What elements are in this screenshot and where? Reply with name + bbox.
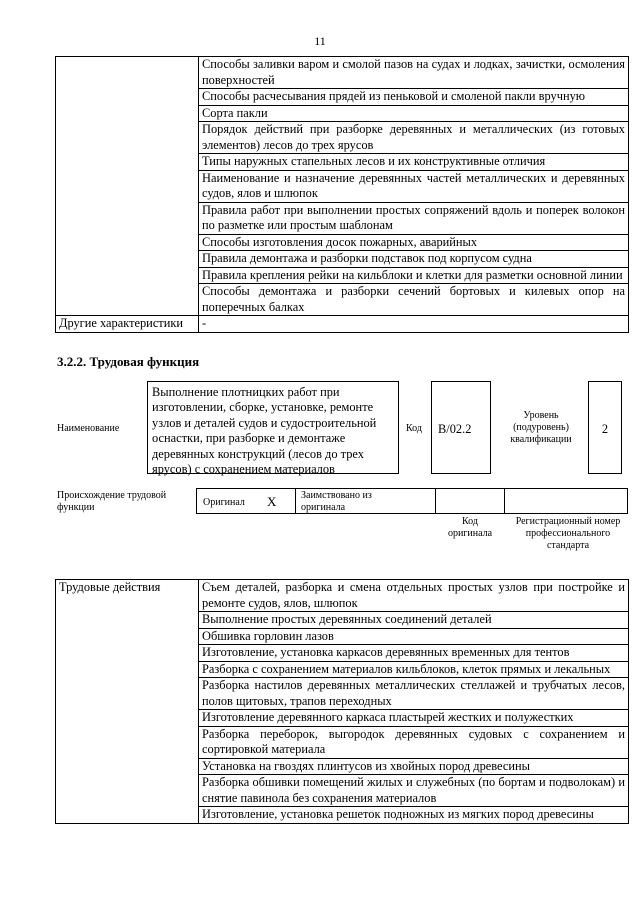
action-item: Разборка с сохранением материалов кильблоков, клеток прямых и лекальных bbox=[199, 661, 629, 678]
name-label: Наименование bbox=[57, 423, 120, 434]
origin-code-cell bbox=[435, 488, 505, 514]
knowledge-item: Способы расчесывания прядей из пеньковой и смоленой пакли вручную bbox=[199, 89, 629, 106]
table-row bbox=[56, 580, 629, 612]
code-label: Код bbox=[406, 423, 422, 434]
original-mark: X bbox=[267, 494, 277, 509]
function-name-value: Выполнение плотницких работ при изготовлении, сборке, установке, ремонте узлов и деталей судов и судостроительной оснастки, при разборке и демонтаже деревянных конструкций (лесов до трех ярусов) с сохранением материалов bbox=[152, 385, 377, 477]
origin-label: Происхождение трудовой функции bbox=[57, 490, 167, 513]
level-value: 2 bbox=[601, 422, 609, 436]
action-item: Выполнение простых деревянных соединений деталей bbox=[199, 612, 629, 629]
knowledge-item: Способы изготовления досок пожарных, аварийных bbox=[199, 234, 629, 251]
origin-reg-cell bbox=[504, 488, 628, 514]
level-label: Уровень (подуровень) квалификации bbox=[510, 410, 572, 445]
action-item: Изготовление, установка каркасов деревянных временных для тентов bbox=[199, 645, 629, 662]
function-code-box bbox=[431, 381, 491, 474]
code-original-caption: Код оригинала bbox=[447, 516, 493, 539]
knowledge-item: Правила крепления рейки на кильблоки и клетки для разметки основной линии bbox=[199, 267, 629, 284]
borrowed-label: Заимствовано из оригинала bbox=[301, 490, 372, 513]
action-item: Изготовление, установка решеток подножных из мягких пород древесины bbox=[199, 807, 629, 824]
knowledge-item: Правила демонтажа и разборки подставок под корпусом судна bbox=[199, 251, 629, 268]
action-item: Съем деталей, разборка и смена отдельных простых узлов при постройке и ремонте судов, ялов, шлюпок bbox=[199, 580, 629, 612]
page-number: 11 bbox=[314, 34, 326, 48]
origin-original-cell bbox=[196, 488, 296, 514]
action-item: Изготовление деревянного каркаса пластырей жестких и полужестких bbox=[199, 710, 629, 727]
section-title: 3.2.2. Трудовая функция bbox=[57, 354, 200, 369]
knowledge-item: Правила работ при выполнении простых сопряжений вдоль и поперек волокон по разметке или простым шаблонам bbox=[199, 202, 629, 234]
labour-actions-label: Трудовые действия bbox=[56, 580, 199, 824]
action-item: Разборка переборок, выгородок деревянных судовых с сохранением и сортировкой материала bbox=[199, 726, 629, 758]
knowledge-item: Порядок действий при разборке деревянных и металлических (из готовых элементов) лесов до трех ярусов bbox=[199, 122, 629, 154]
knowledge-item: Способы демонтажа и разборки сечений бортовых и килевых опор на поперечных балках bbox=[199, 284, 629, 316]
table-row bbox=[56, 316, 629, 333]
knowledge-item: Сорта пакли bbox=[199, 105, 629, 122]
other-characteristics-label: Другие характеристики bbox=[56, 316, 199, 333]
action-item: Разборка обшивки помещений жилых и служебных (по бортам и подволокам) и снятие павинола без сохранения материалов bbox=[199, 775, 629, 807]
table-row bbox=[56, 57, 629, 89]
knowledge-item: Типы наружных стапельных лесов и их конструктивные отличия bbox=[199, 154, 629, 171]
knowledge-table bbox=[55, 56, 629, 333]
original-label: Оригинал bbox=[203, 497, 245, 508]
other-characteristics-value: - bbox=[199, 316, 629, 333]
knowledge-item: Наименование и назначение деревянных частей металлических и деревянных судов, ялов и шлюпок bbox=[199, 170, 629, 202]
action-item: Установка на гвоздях плинтусов из хвойных пород древесины bbox=[199, 758, 629, 775]
function-name-box bbox=[147, 381, 399, 477]
function-code-value: B/02.2 bbox=[438, 422, 472, 436]
reg-number-caption: Регистрационный номер профессионального стандарта bbox=[515, 516, 621, 551]
level-box bbox=[588, 381, 622, 474]
labour-actions-table bbox=[55, 579, 629, 824]
knowledge-label-cell bbox=[56, 57, 199, 316]
action-item: Обшивка горловин лазов bbox=[199, 628, 629, 645]
origin-borrowed-cell bbox=[295, 488, 436, 514]
knowledge-item: Способы заливки варом и смолой пазов на судах и лодках, зачистки, осмоления поверхностей bbox=[199, 57, 629, 89]
action-item: Разборка настилов деревянных металлических стеллажей и трубчатых лесов, полов щитовых, трапов переходных bbox=[199, 678, 629, 710]
